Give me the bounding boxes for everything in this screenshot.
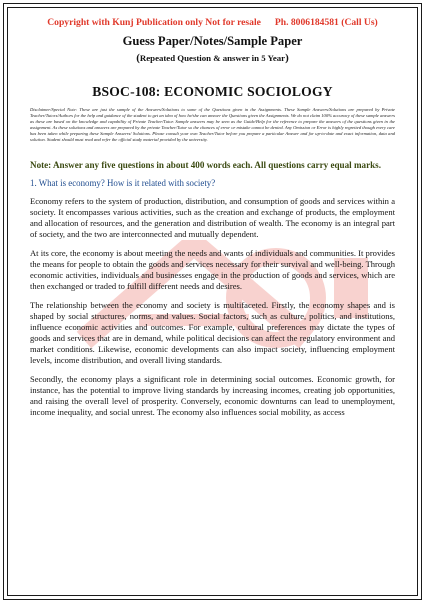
answer-paragraph: At its core, the economy is about meeting the needs and wants of individuals and communities. It provides the means for people to obtain the goods and services necessary for their survival and well-being. Through economic activities, individuals and businesses engage in the production of goods and services, which are then exchanged or traded to fulfill different needs and desires. bbox=[30, 247, 395, 291]
answer-paragraph: The relationship between the economy and society is multifaceted. Firstly, the economy shapes and is shaped by social structures, norms, and values. Social factors, such as culture, politics, and institutions, influence economic activities and outcomes. For example, cultural preferences may dictate the types of goods and services that are in demand, while political decisions can affect the regulatory environment and market conditions. Likewise, economic developments can also impact society, influencing employment levels, income distribution, and overall living standards. bbox=[30, 299, 395, 365]
document-subtitle: (Repeated Question & answer in 5 Year) bbox=[136, 52, 289, 64]
copyright-text: Copyright with Kunj Publication only Not for resale bbox=[47, 17, 261, 28]
phone-text: Ph. 8006184581 (Call Us) bbox=[274, 17, 378, 28]
answer-paragraph: Economy refers to the system of production, distribution, and consumption of goods and services within a society. It encompasses various activities, such as the creation and exchange of products, the employment and allocation of resources, and the generation and distribution of wealth. The economy is an integral part of society, and the two are interconnected and mutually dependent. bbox=[30, 195, 395, 239]
answer-paragraph: Secondly, the economy plays a significant role in determining social outcomes. Economic growth, for instance, has the potential to improve living standards by increasing incomes, creating job opportunities, and raising the overall level of prosperity. Conversely, economic downturns can lead to unemployment, income inequality, and social unrest. The economy also influences social mobility, as access bbox=[30, 373, 395, 417]
course-title: BSOC-108: ECONOMIC SOCIOLOGY bbox=[92, 84, 333, 99]
copyright-line bbox=[30, 17, 395, 28]
document-page bbox=[3, 3, 422, 600]
page-frame bbox=[7, 7, 418, 596]
document-title: Guess Paper/Notes/Sample Paper bbox=[122, 34, 303, 48]
disclaimer-note: Disclaimer/Special Note: These are just the sample of the Answers/Solutions to some of the Questions given in the Assignments. These Sample Answers/Solutions are prepared by Private Teacher/Tutors/Authors for the help and guidance of the student to get an idea of how he/she can answer the Questions given the Assignments. We do not claim 100% accuracy of these sample answers as these are based on the knowledge and capability of Private Teacher/Tutor. Sample answers may be seen as the Guide/Help for the reference to prepare the answers of the questions given in the assignment. As these solutions and answers are prepared by the private Teacher/Tutor so the chances of error or mistake cannot be denied. Any Omission or Error is highly regretted though every care has been taken while preparing these Sample Answers/ Solutions. Please consult your own Teacher/Tutor before you prepare a particular Answer and for up-to-date and exact information, data and solution. Student should must read and refer the official study material provided by the university. bbox=[30, 107, 395, 142]
instructions-note: Note: Answer any five questions in about 400 words each. All questions carry equal marks. bbox=[30, 160, 381, 171]
question-heading: 1. What is economy? How is it related with society? bbox=[30, 177, 216, 188]
